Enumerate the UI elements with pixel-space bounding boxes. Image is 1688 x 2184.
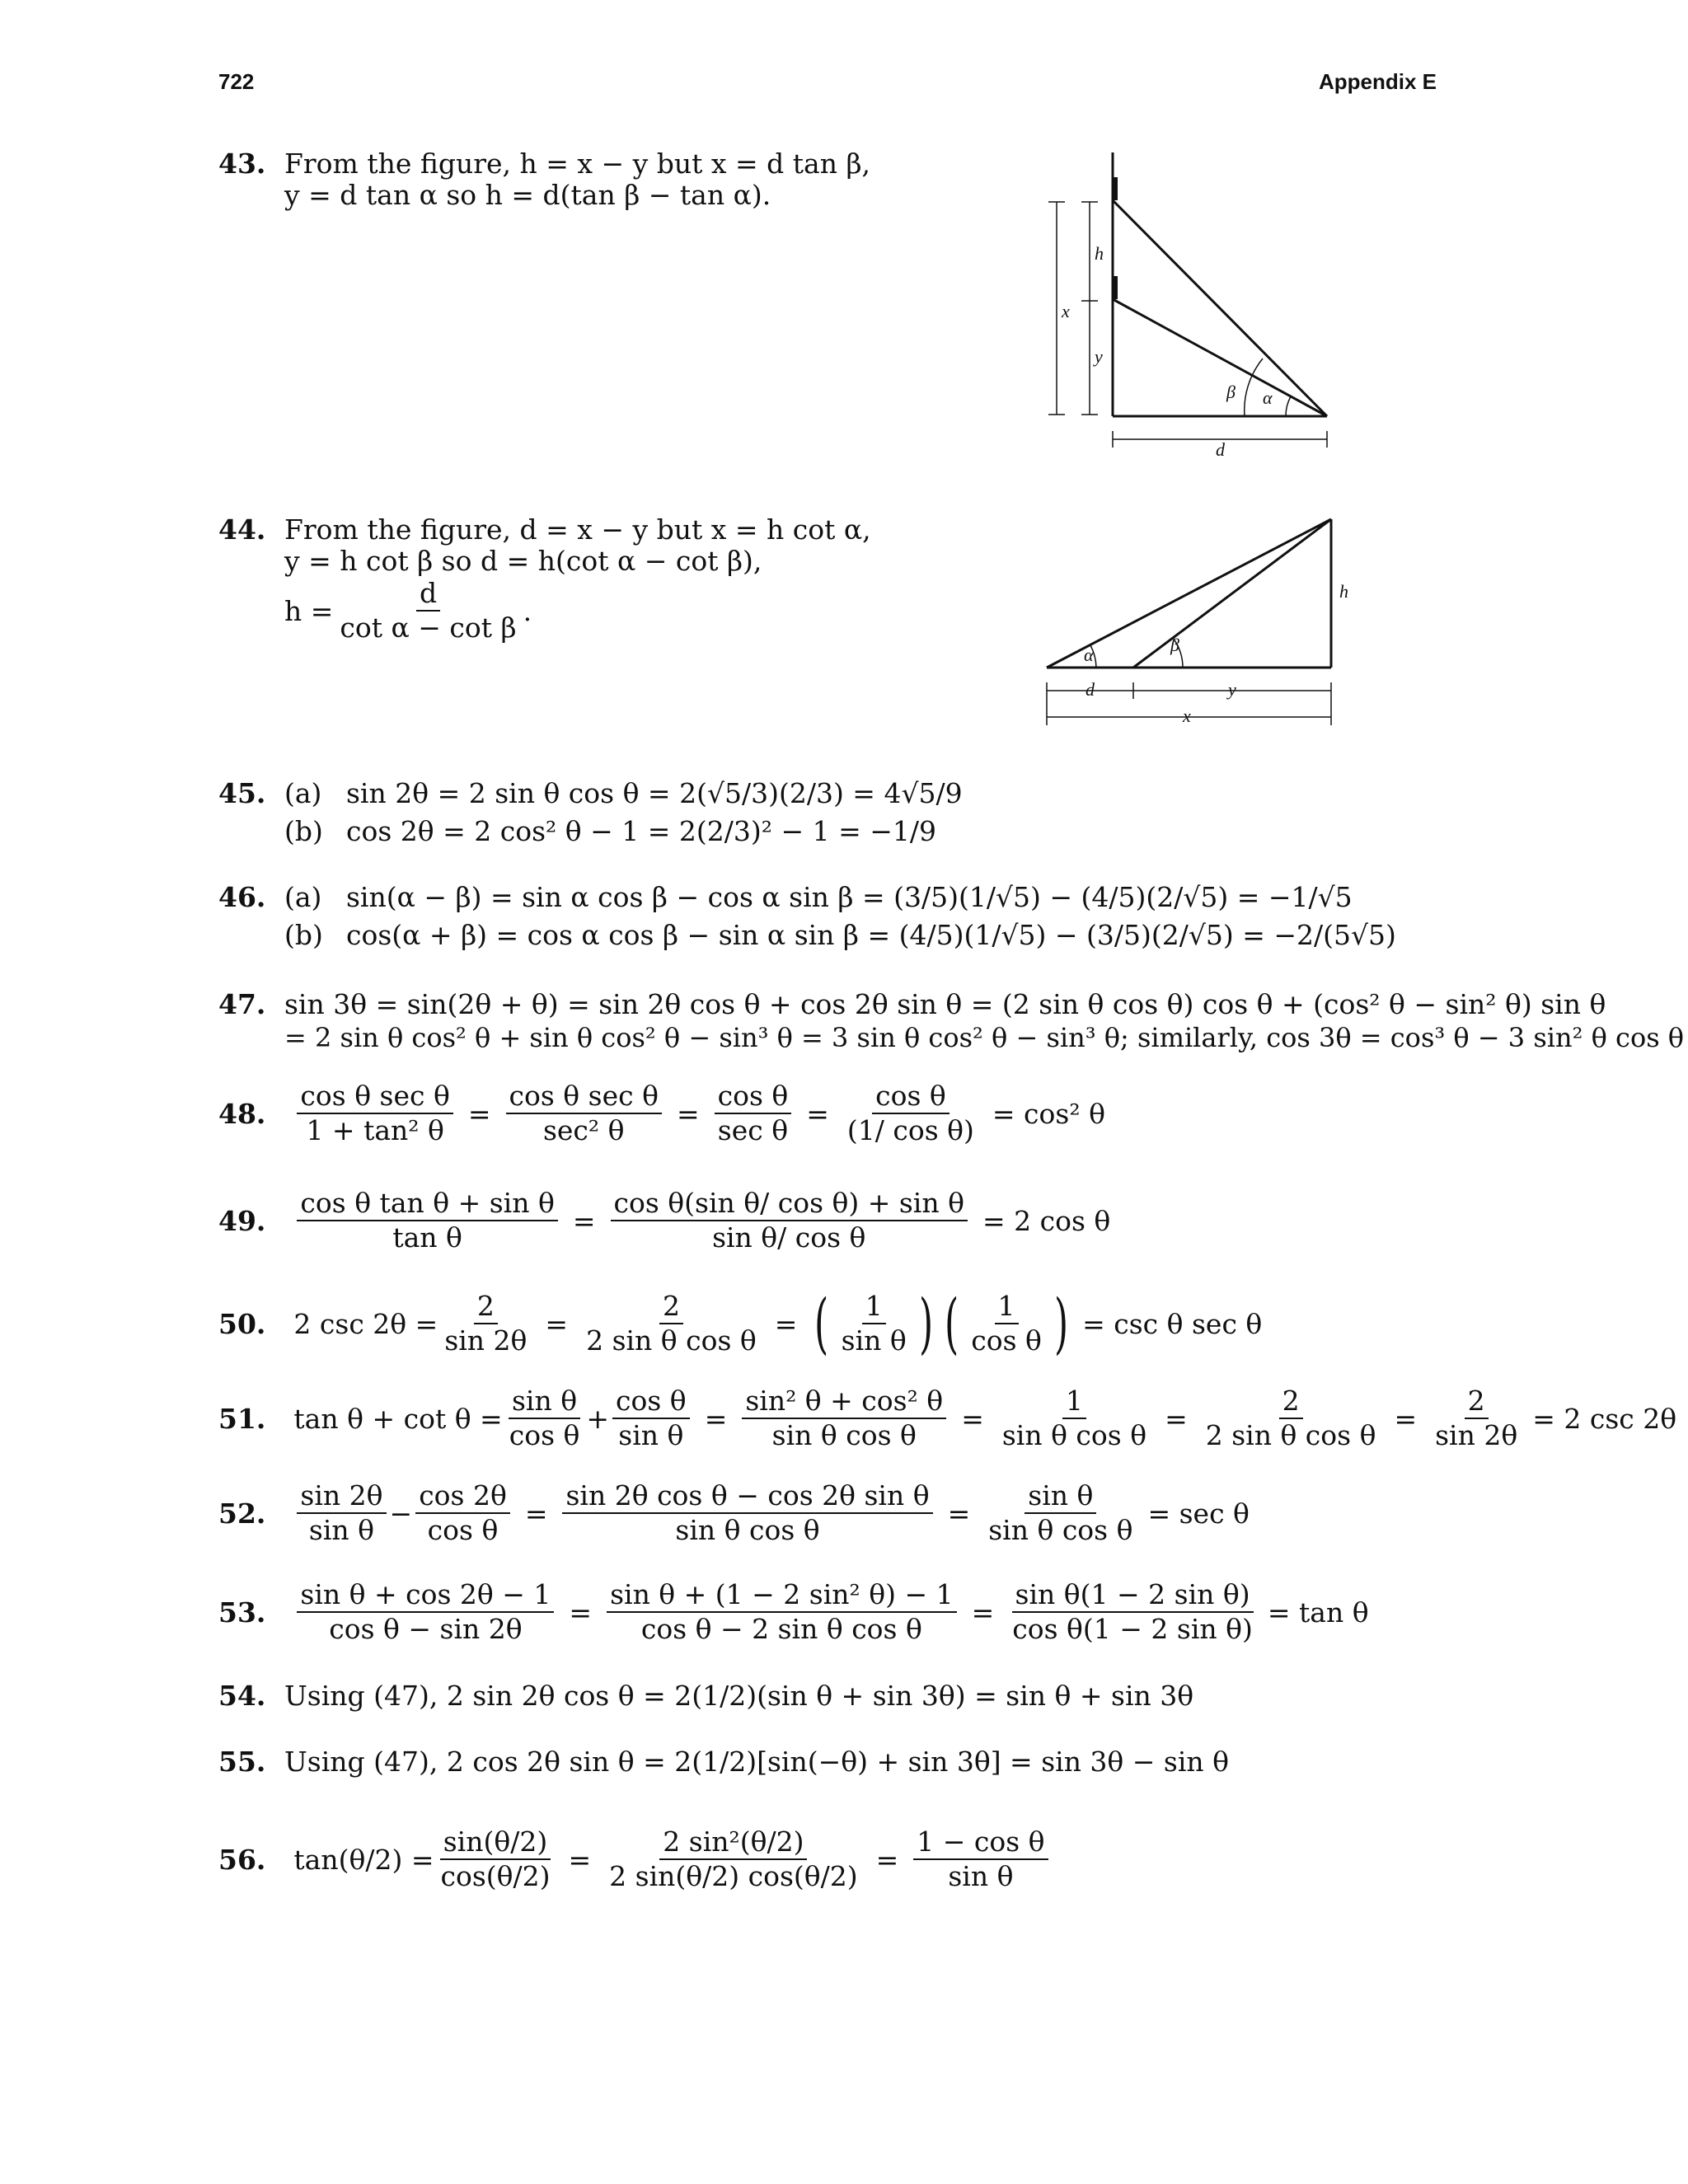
fraction: $\frac{1}{\text{sin θ cos θ}}$: [1001, 1385, 1147, 1451]
fig43-label-h: h: [1095, 243, 1104, 264]
period: .: [523, 594, 532, 627]
problem-44-line1: From the figure, d = x − y but x = h cot α,: [284, 513, 871, 546]
fraction: $\frac{\text{sin² θ + cos² θ}}{\text{sin θ cos θ}}$: [742, 1385, 946, 1452]
part-a-label: (a): [284, 881, 322, 913]
h-lhs: h =: [284, 594, 334, 627]
result: = 2 cos θ: [982, 1204, 1111, 1237]
fig43-label-y: y: [1095, 346, 1103, 367]
equals: =: [524, 1497, 548, 1530]
result: = 2 csc 2θ: [1532, 1402, 1677, 1435]
equals: =: [947, 1497, 971, 1530]
part-b-text: cos(α + β) = cos α cos β − sin α sin β = (4/5)(1/√5) − (3/5)(2/√5) = −2/(5√5): [346, 919, 1396, 951]
fig44-label-d: d: [1085, 679, 1095, 700]
problem-number: 45.: [218, 777, 266, 809]
problem-44-h-formula: [284, 577, 532, 644]
equals: =: [467, 1097, 491, 1130]
problem-number: 48.: [218, 1097, 266, 1130]
fraction: $\frac{\text{sin 2θ cos θ − cos 2θ sin θ}}{\text{sin θ cos θ}}$: [562, 1479, 932, 1547]
part-b-label: (b): [284, 919, 323, 951]
fig43-label-alpha: α: [1263, 387, 1273, 408]
problem-number: 56.: [218, 1843, 266, 1876]
fraction: $\frac{\text{cos θ}}{\text{(1/ cos θ)}}$: [846, 1080, 974, 1146]
fraction: $\frac{\sin(\theta/2)}{\cos(\theta/2)}$: [440, 1825, 551, 1892]
hypotenuse-lower: [1113, 299, 1327, 416]
part-b-text: cos 2θ = 2 cos² θ − 1 = 2(2/3)² − 1 = −1/9: [346, 815, 936, 847]
problem-number: 43.: [218, 148, 266, 180]
fig43-label-beta: β: [1226, 382, 1236, 402]
fraction: $\frac{\text{sin θ}}{\text{sin θ cos θ}}$: [988, 1479, 1133, 1546]
lhs: tan(θ/2) =: [293, 1843, 434, 1876]
fraction: sin 2θ sin θ: [297, 1479, 386, 1547]
problem-56: [218, 1825, 1052, 1893]
fraction: $\frac{\text{sin θ + (1 − 2 sin² θ) − 1}}{\text{cos θ − 2 sin θ cos θ}}$: [607, 1578, 957, 1646]
fig44-label-alpha: α: [1084, 644, 1094, 665]
problem-53: [218, 1578, 1369, 1646]
fig44-label-y: y: [1228, 679, 1236, 700]
equals: =: [545, 1307, 569, 1340]
fraction: $\frac{\text{cos θ}}{\text{sin θ}}$: [612, 1385, 690, 1452]
equals: =: [774, 1307, 798, 1340]
result: = cos² θ: [992, 1097, 1105, 1130]
fraction: $\frac{\text{2 sin²(θ/2)}}{2 \sin(\theta/2) \cos(\theta/2)}$: [609, 1825, 858, 1892]
problem-number: 46.: [218, 881, 266, 913]
equals: =: [1394, 1402, 1418, 1435]
short-hypotenuse: [1133, 519, 1331, 668]
equals: =: [676, 1097, 700, 1130]
equals: =: [704, 1402, 728, 1435]
fraction: $\frac{\text{cos θ tan θ + sin θ}}{\text{tan θ}}$: [297, 1187, 557, 1254]
result: = tan θ: [1267, 1596, 1369, 1629]
beta-arc: [1245, 359, 1263, 416]
fraction: $\frac{\text{sin θ}}{\text{cos θ}}$: [509, 1385, 580, 1451]
problem-number: 49.: [218, 1204, 266, 1237]
result: = sec θ: [1147, 1497, 1250, 1530]
figure-43-diagram: [1047, 152, 1343, 466]
fig43-label-x: x: [1062, 301, 1070, 321]
fraction: $\frac{2}{\sin 2\theta}$: [444, 1290, 528, 1357]
alpha-arc: [1286, 396, 1291, 416]
problem-49: [218, 1187, 1110, 1254]
equals: =: [1165, 1402, 1188, 1435]
fraction: $\frac{\text{sin θ + cos 2θ − 1}}{\text{cos θ − sin 2θ}}$: [297, 1578, 554, 1646]
problem-43-line1: From the figure, h = x − y but x = d tan β,: [284, 148, 871, 180]
equals: =: [568, 1843, 592, 1876]
running-header: Appendix E: [1318, 69, 1437, 94]
fraction: cos θ sec θ: [715, 1080, 792, 1147]
fraction: $\frac{2}{\text{2 sin θ cos θ}}$: [586, 1290, 757, 1357]
lhs: tan θ + cot θ =: [293, 1402, 503, 1435]
equals: =: [572, 1204, 596, 1237]
problem-number: 50.: [218, 1307, 266, 1340]
equals: =: [569, 1596, 593, 1629]
part-a-text: sin 2θ = 2 sin θ cos θ = 2(√5/3)(2/3) = 4√5/9: [346, 777, 963, 809]
lhs: 2 csc 2θ =: [293, 1307, 438, 1340]
problem-44-line2: y = h cot β so d = h(cot α − cot β),: [284, 545, 762, 577]
problem-number: 51.: [218, 1402, 266, 1435]
fig43-label-d: d: [1216, 439, 1225, 460]
part-a-label: (a): [284, 777, 322, 809]
fraction: 1 cos θ: [971, 1290, 1042, 1357]
problem-number: 55.: [218, 1746, 266, 1778]
problem-47-line2: = 2 sin θ cos² θ + sin θ cos² θ − sin³ θ = 3 sin θ cos² θ − sin³ θ; similarly, cos 3θ = cos³ θ − 3 sin² θ cos θ: [284, 1022, 1685, 1053]
problem-number: 53.: [218, 1596, 266, 1629]
fraction: $\frac{2}{\text{2 sin θ cos θ}}$: [1205, 1385, 1376, 1451]
plus: +: [586, 1402, 610, 1435]
equals: =: [971, 1596, 995, 1629]
problem-number: 52.: [218, 1497, 266, 1530]
fraction: $\frac{\text{1 − cos θ}}{\text{sin θ}}$: [913, 1825, 1048, 1893]
part-b-label: (b): [284, 815, 323, 847]
minus: −: [389, 1497, 413, 1530]
fraction: 1 sin θ: [841, 1290, 907, 1357]
problem-50: 50. 2 csc 2θ = $\frac{2}{\sin 2\theta}$ = $\frac{2}{\text{2 sin θ cos θ}}$ = ( 1 sin θ ) ( 1 cos θ ) = csc θ sec θ: [218, 1285, 1263, 1361]
problem-47-line1: sin 3θ = sin(2θ + θ) = sin 2θ cos θ + cos 2θ sin θ = (2 sin θ cos θ) cos θ + (cos² θ − sin² θ) sin θ: [284, 988, 1606, 1020]
fraction: $\frac{\text{cos θ(sin θ/ cos θ) + sin θ}}{\text{sin θ/ cos θ}}$: [611, 1187, 968, 1254]
problem-number: 44.: [218, 513, 266, 546]
problem-number: 47.: [218, 988, 266, 1020]
page-number: 722: [218, 69, 255, 94]
hypotenuse-upper: [1113, 200, 1327, 416]
equals: =: [875, 1843, 899, 1876]
equals: =: [806, 1097, 829, 1130]
fig44-label-x: x: [1183, 705, 1191, 726]
fraction: cos θ sec θ sec² θ: [506, 1080, 662, 1147]
figure-44-diagram: [1043, 511, 1356, 733]
fraction: $\frac{\text{sin θ(1 − 2 sin θ)}}{\text{cos θ(1 − 2 sin θ)}}$: [1012, 1578, 1253, 1645]
problem-52: [218, 1479, 1250, 1547]
problem-51: [218, 1385, 1676, 1452]
result: = csc θ sec θ: [1082, 1307, 1263, 1340]
problem-54-text: Using (47), 2 sin 2θ cos θ = 2(1/2)(sin θ + sin 3θ) = sin θ + sin 3θ: [284, 1680, 1194, 1712]
fig44-label-h: h: [1339, 581, 1348, 602]
upper-marker: [1113, 177, 1118, 200]
fraction: $\frac{2}{\sin 2\theta}$: [1435, 1385, 1518, 1451]
fig44-label-beta: β: [1170, 635, 1179, 655]
problem-55-text: Using (47), 2 cos 2θ sin θ = 2(1/2)[sin(−θ) + sin 3θ] = sin 3θ − sin θ: [284, 1746, 1230, 1778]
problem-48: [218, 1080, 1105, 1147]
fraction: $\frac{\cos 2\theta}{\text{cos θ}}$: [415, 1479, 510, 1547]
equals: =: [961, 1402, 984, 1435]
problem-number: 54.: [218, 1680, 266, 1712]
fraction: $\frac{d}{\text{cot α − cot β}}$: [340, 577, 517, 644]
part-a-text: sin(α − β) = sin α cos β − cos α sin β = (3/5)(1/√5) − (4/5)(2/√5) = −1/√5: [346, 881, 1353, 913]
problem-43-line2: y = d tan α so h = d(tan β − tan α).: [284, 179, 771, 211]
lower-marker: [1113, 276, 1118, 299]
fraction: cos θ sec θ 1 + tan² θ: [297, 1080, 452, 1147]
